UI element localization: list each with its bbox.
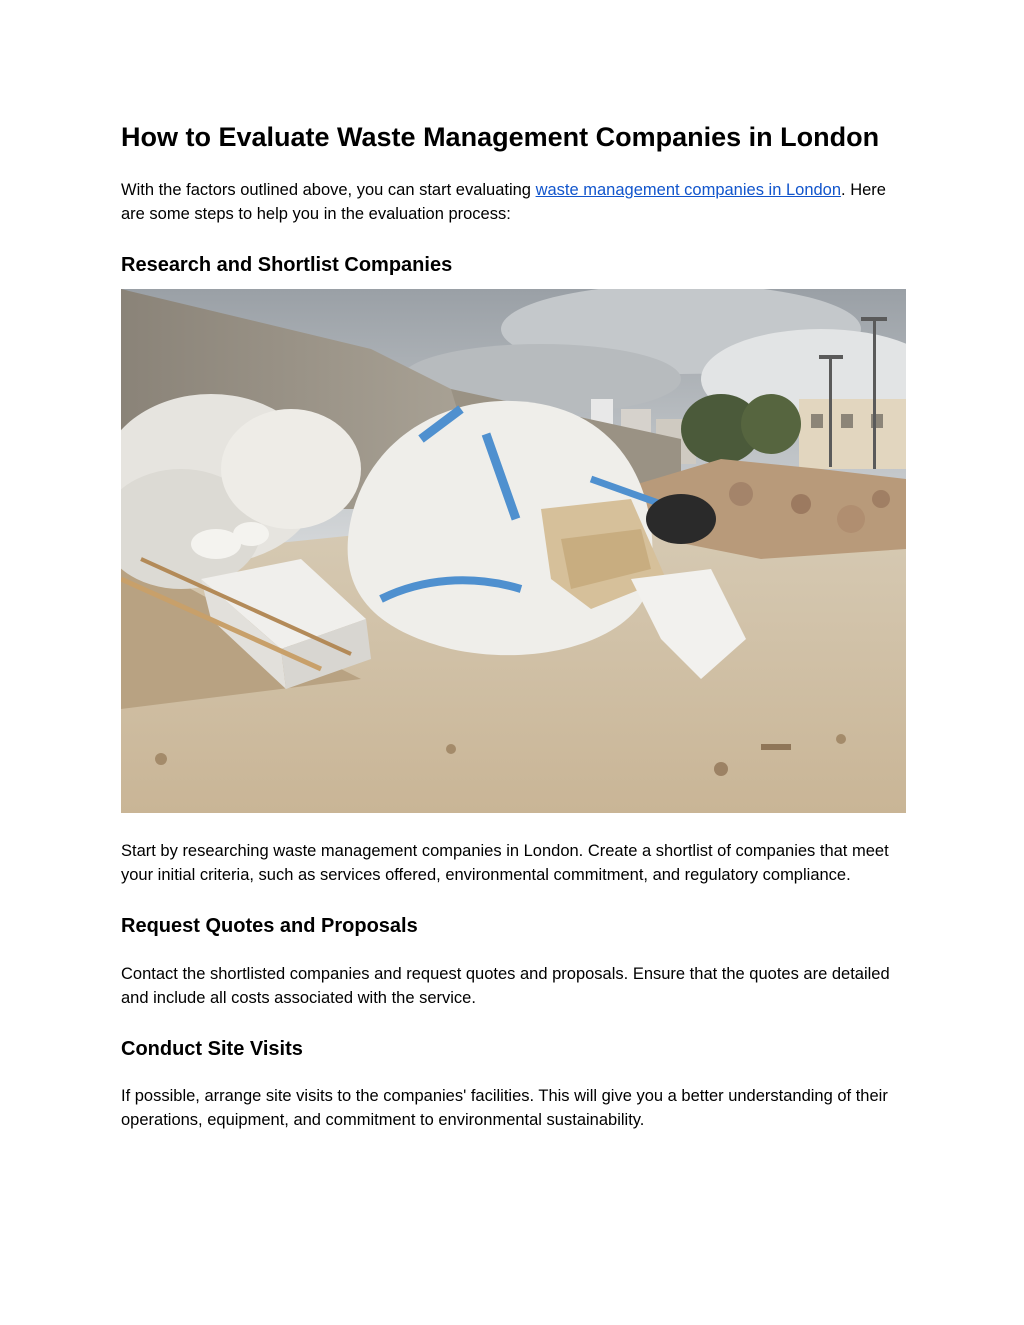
- paragraph-request-quotes: Contact the shortlisted companies and request quotes and proposals. Ensure that the quotes are detailed and include all costs associated with the service.: [121, 965, 890, 1007]
- intro-paragraph: [121, 178, 907, 226]
- document-page: [121, 118, 907, 1132]
- intro-text-after: . Here are some steps to help you in the evaluation process:: [121, 181, 886, 223]
- intro-text-before: With the factors outlined above, you can start evaluating: [121, 181, 536, 199]
- heading-site-visits: Conduct Site Visits: [121, 1038, 303, 1060]
- construction-waste-photo: [121, 289, 906, 813]
- heading-research-shortlist: Research and Shortlist Companies: [121, 254, 453, 276]
- waste-management-link[interactable]: waste management companies in London: [535, 181, 842, 199]
- heading-request-quotes: Request Quotes and Proposals: [121, 915, 418, 937]
- page-title: How to Evaluate Waste Management Companies in London: [121, 122, 880, 152]
- paragraph-research-shortlist: Start by researching waste management companies in London. Create a shortlist of companies that meet your initial criteria, such as services offered, environmental commitment, and regulatory compliance.: [121, 842, 889, 884]
- paragraph-site-visits: If possible, arrange site visits to the companies' facilities. This will give you a better understanding of their operations, equipment, and commitment to environmental sustainability.: [121, 1087, 888, 1129]
